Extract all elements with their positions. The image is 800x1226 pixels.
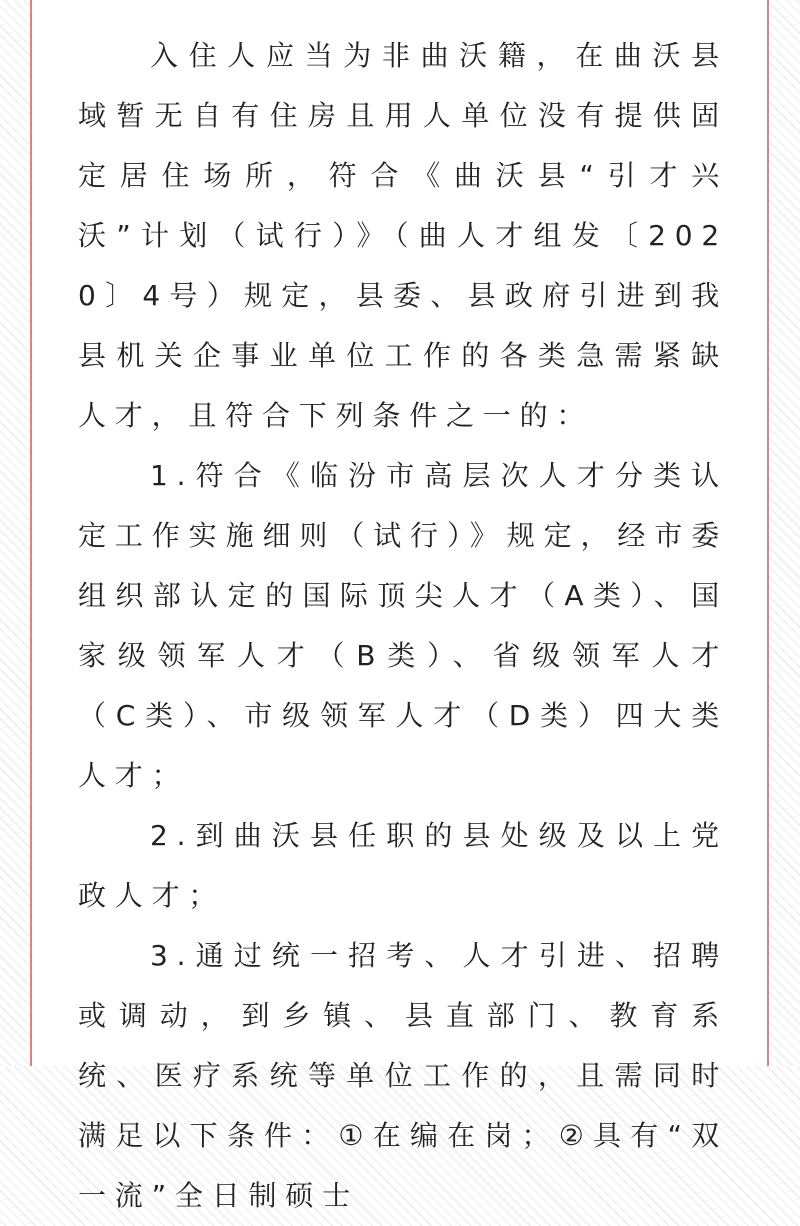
paragraph-eligibility-intro: 入住人应当为非曲沃籍，在曲沃县域暂无自有住房且用人单位没有提供固定居住场所，符合《曲沃县“引才兴沃”计划（试行）》（曲人才组发〔2020〕4号）规定，县委、县政府引进到我县机关企事业单位工作的各类急需紧缺人才，且符合下列条件之一的：	[78, 39, 728, 432]
document-body	[78, 26, 728, 1226]
paragraph-condition-1: 1.符合《临汾市高层次人才分类认定工作实施细则（试行）》规定，经市委组织部认定的国际顶尖人才（A类）、国家级领军人才（B类）、省级领军人才（C类）、市级领军人才（D类）四大类人才；	[78, 459, 728, 792]
paragraph-condition-3: 3.通过统一招考、人才引进、招聘或调动，到乡镇、县直部门、教育系统、医疗系统等单位工作的，且需同时满足以下条件：①在编在岗；②具有“双一流”全日制硕士	[78, 939, 728, 1212]
paragraph-condition-2: 2.到曲沃县任职的县处级及以上党政人才；	[78, 819, 728, 912]
document-page	[30, 0, 769, 1212]
